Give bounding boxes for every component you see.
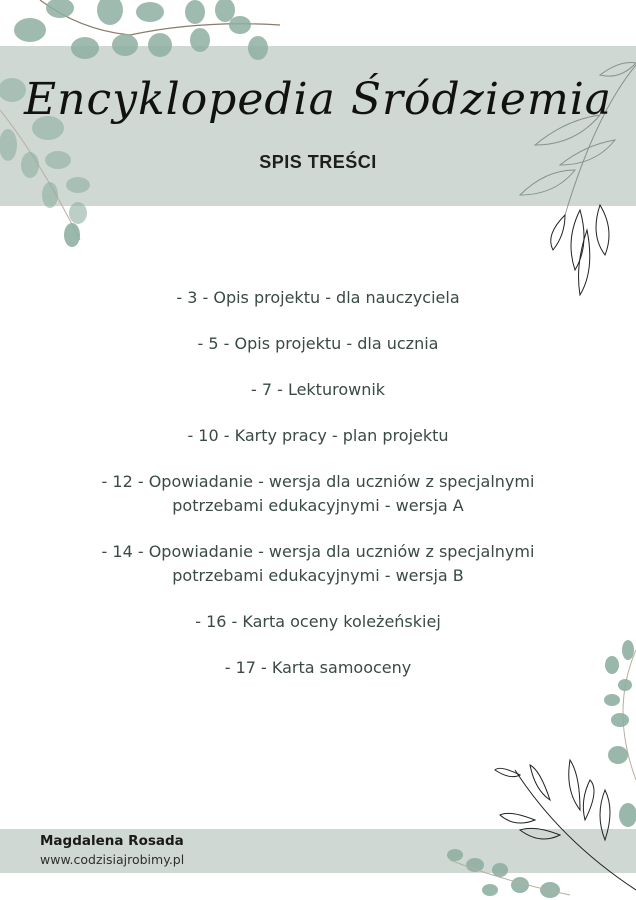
table-of-contents — [60, 286, 576, 702]
toc-item[interactable]: - 14 - Opowiadanie - wersja dla uczniów z specjalnymi potrzebami edukacyjnymi - wersja B — [101, 542, 535, 585]
section-heading: SPIS TREŚCI — [259, 152, 377, 172]
toc-item[interactable]: - 3 - Opis projektu - dla nauczyciela — [176, 288, 460, 307]
toc-item[interactable]: - 12 - Opowiadanie - wersja dla uczniów z specjalnymi potrzebami edukacyjnymi - wersja A — [101, 472, 535, 515]
author-name: Magdalena Rosada — [40, 833, 184, 849]
toc-item[interactable]: - 16 - Karta oceny koleżeńskiej — [195, 612, 441, 631]
toc-item[interactable]: - 10 - Karty pracy - plan projektu — [187, 426, 449, 445]
toc-item[interactable]: - 5 - Opis projektu - dla ucznia — [197, 334, 439, 353]
website-link[interactable]: www.codzisiajrobimy.pl — [40, 852, 185, 867]
toc-item[interactable]: - 7 - Lekturownik — [250, 380, 386, 399]
toc-item[interactable]: - 17 - Karta samooceny — [224, 658, 412, 677]
page-title: Encyklopedia Śródziemia — [24, 74, 612, 125]
